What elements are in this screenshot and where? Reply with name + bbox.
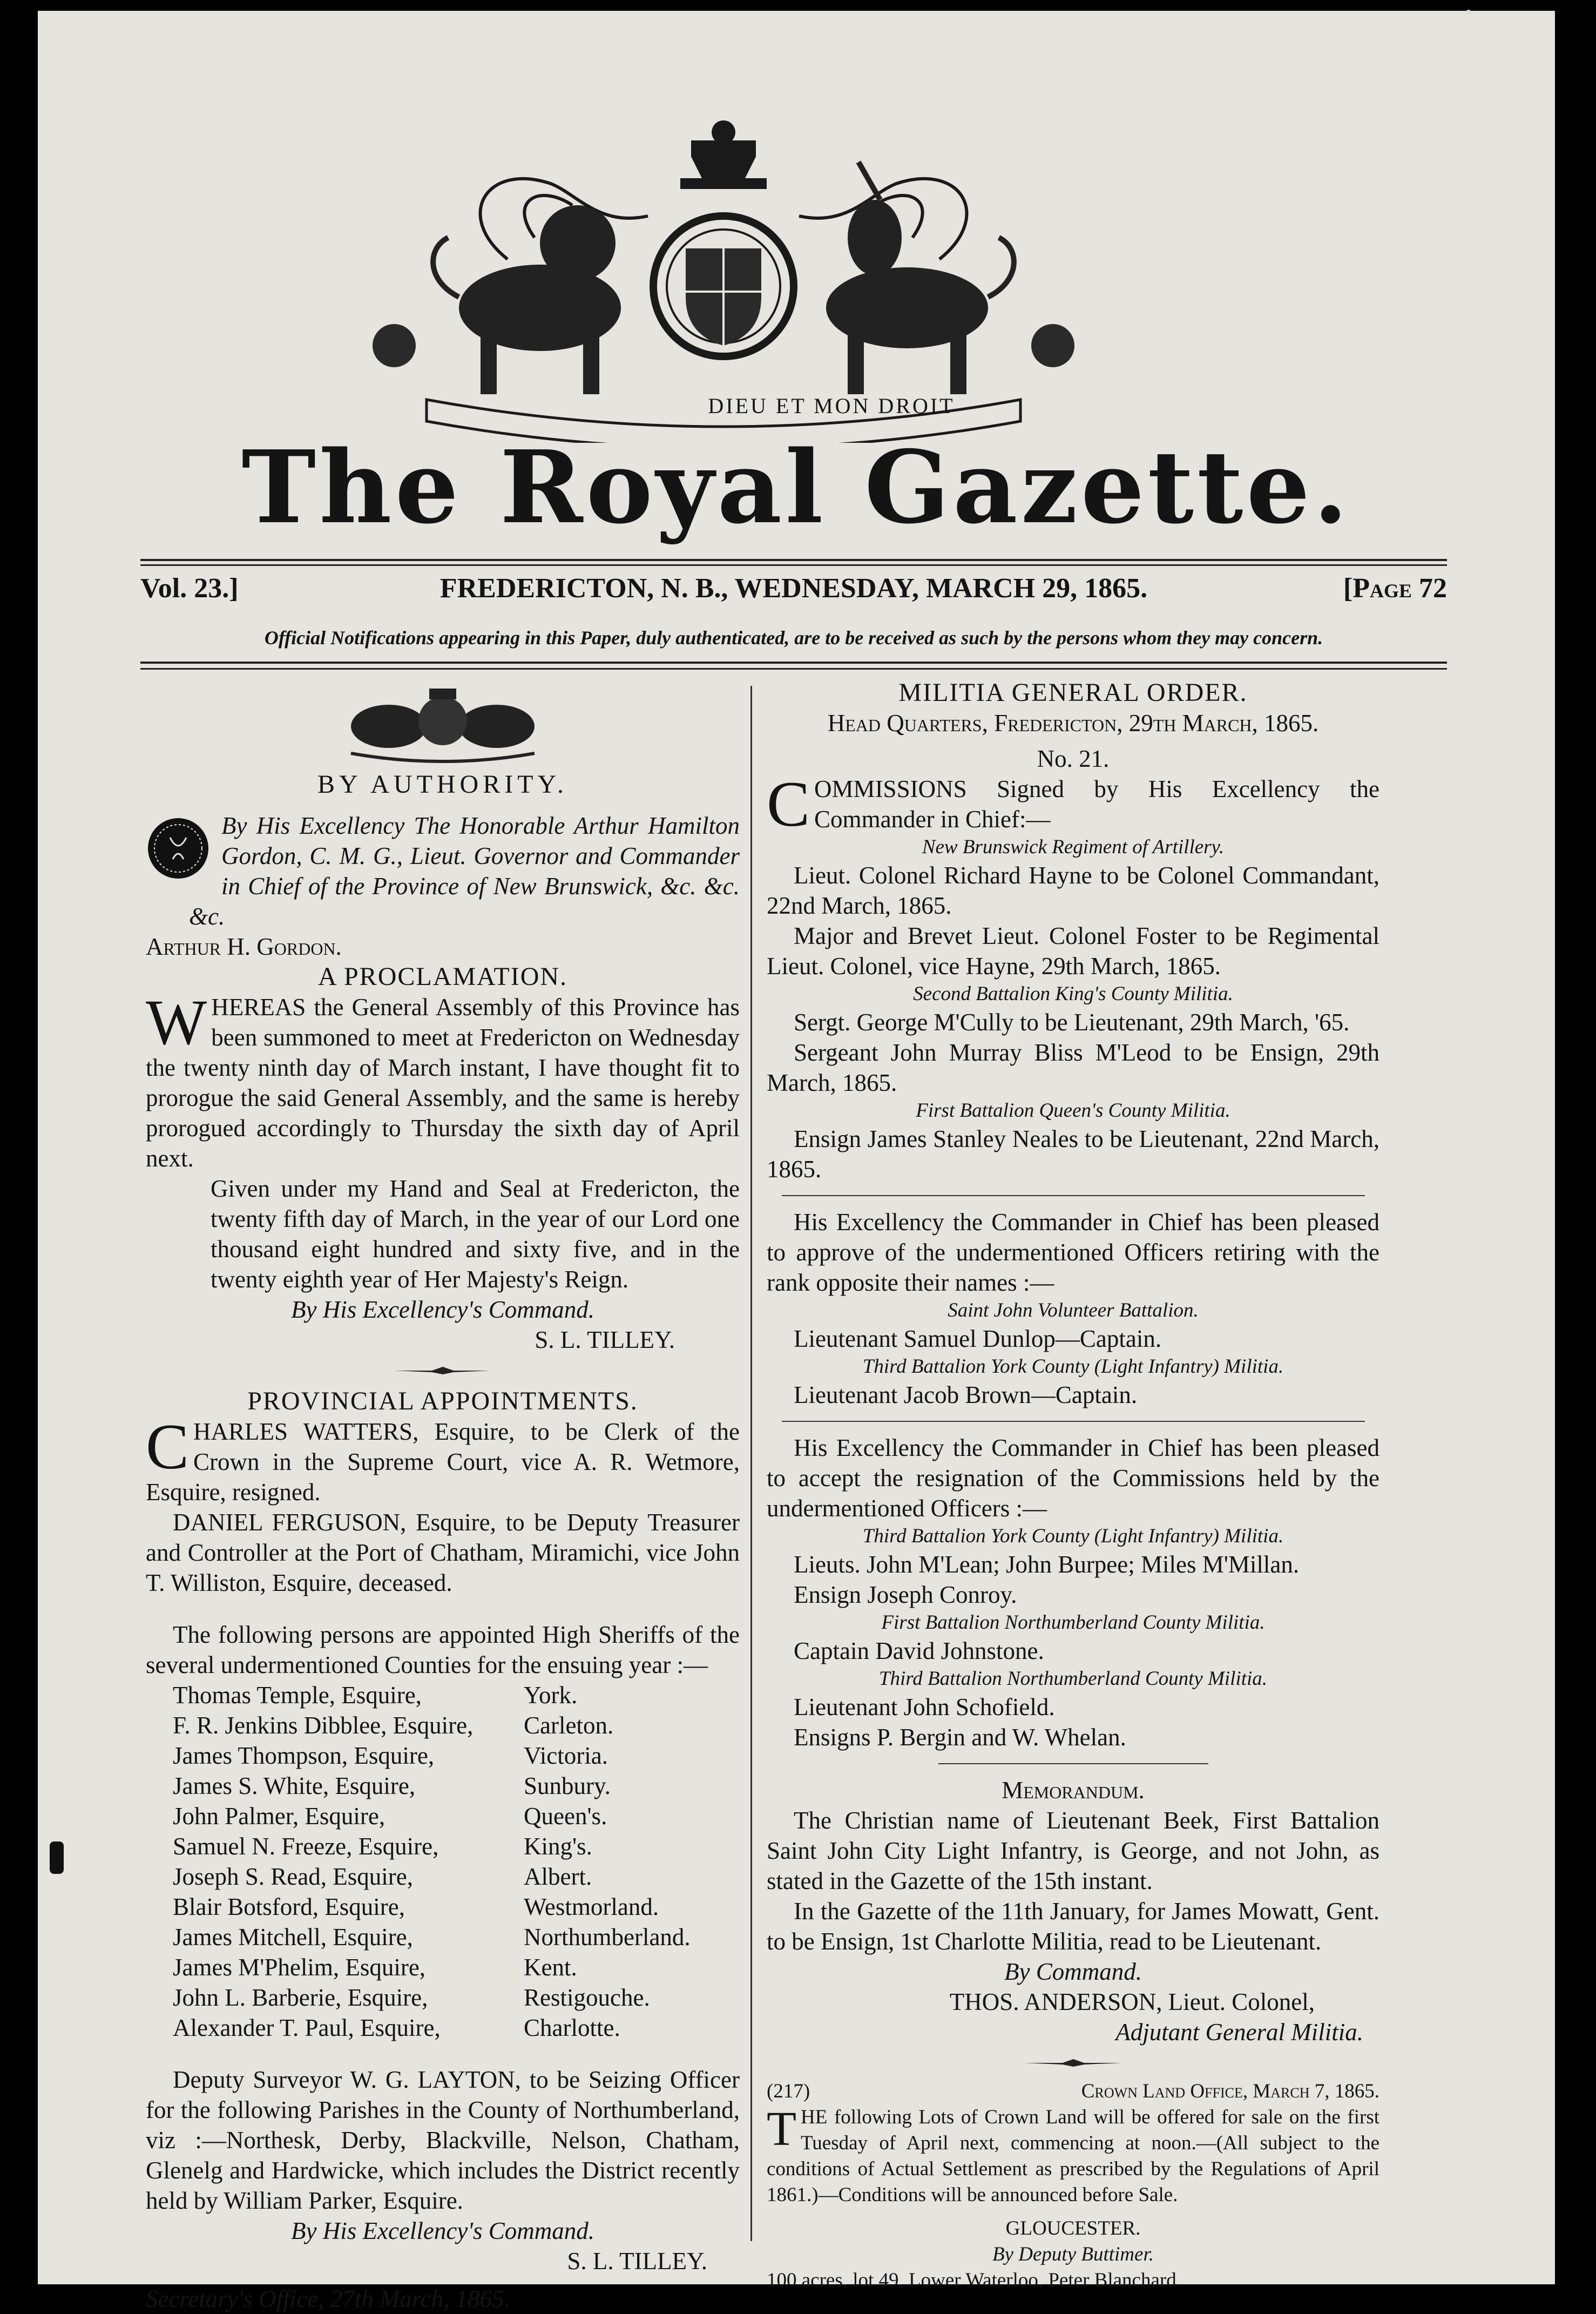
dateline — [140, 572, 1447, 621]
unit-heading: Third Battalion York County (Light Infantry) Militia. — [862, 1355, 1284, 1378]
memorandum-text: The Christian name of Lieutenant Beek, First Battalion Saint John City Light Infantry, is George, and not John, as stated in the Gazette of the 15th instant. — [767, 1807, 1379, 1894]
gazette-page — [38, 11, 1555, 2312]
order-number: No. 21. — [1037, 745, 1110, 772]
retirement-entry: Lieutenant Samuel Dunlop—Captain. — [794, 1325, 1162, 1352]
crest-motto: DIEU ET MON DROIT — [708, 394, 955, 418]
ornament-icon — [394, 1366, 491, 1375]
secretary-office: Secretary's Office, 27th March, 1865. — [146, 2285, 510, 2312]
right-column — [767, 678, 1379, 2293]
unit-heading: First Battalion Queen's County Militia. — [916, 1099, 1230, 1122]
list-item: James S. White, Esquire, Sunbury. — [173, 1772, 611, 1799]
governor-signature: Arthur H. Gordon. — [146, 933, 342, 960]
county-heading: GLOUCESTER. — [1005, 2217, 1141, 2239]
list-item: John Palmer, Esquire, Queen's. — [173, 1803, 607, 1830]
unit-heading: Second Battalion King's County Militia. — [913, 983, 1233, 1005]
seal-icon — [146, 816, 211, 881]
column-divider — [750, 686, 752, 2241]
appointment-ferguson: DANIEL FERGUSON, Esquire, to be Deputy Treasurer and Controller at the Port of Chatham, Miramichi, vice John T. Williston, Esquire, deceased. — [146, 1509, 740, 1596]
appointments-heading: PROVINCIAL APPOINTMENTS. — [247, 1387, 638, 1415]
tilley-signature: S. L. TILLEY. — [567, 2248, 707, 2275]
notice-reference: (217) — [767, 2080, 810, 2102]
commission-entry: Sergeant John Murray Bliss M'Leod to be Ensign, 29th March, 1865. — [767, 1039, 1379, 1096]
proclamation-heading: A PROCLAMATION. — [317, 962, 568, 991]
page-number: [Page 72 — [1343, 573, 1447, 604]
anderson-title: Adjutant General Militia. — [1115, 2019, 1363, 2046]
tilley-signature: S. L. TILLEY. — [535, 1326, 675, 1353]
resignation-intro: His Excellency the Commander in Chief has been pleased to accept the resignation of the Commissions held by the undermentioned Officers :— — [767, 1434, 1379, 1522]
given-under-hand: Given under my Hand and Seal at Fredericton, the twenty fifth day of March, in the year of our Lord one thousand eight hundred and sixty five, and in the twenty eighth year of Her Majesty's Reign. — [211, 1175, 740, 1293]
resignation-entry: Ensigns P. Bergin and W. Whelan. — [794, 1724, 1126, 1751]
ornament-icon — [1025, 2058, 1122, 2068]
list-item: Joseph S. Read, Esquire, Albert. — [173, 1863, 592, 1890]
small-crest-icon — [329, 689, 556, 764]
crown-land-notice: HE following Lots of Crown Land will be offered for sale on the first Tuesday of April next, commencing at noon.—(All subject to the conditions of Actual Settlement as prescribed by the Regulations of April 1861.)—Conditions will be announced before Sale. — [767, 2106, 1379, 2206]
drop-cap: W — [146, 986, 207, 1058]
resignation-entry: Captain David Johnstone. — [794, 1637, 1044, 1664]
left-column — [146, 689, 740, 2314]
unit-heading: New Brunswick Regiment of Artillery. — [922, 836, 1225, 858]
list-item: James Mitchell, Esquire, Northumberland. — [173, 1924, 691, 1951]
memorandum-text: In the Gazette of the 11th January, for James Mowatt, Gent. to be Ensign, 1st Charlotte Militia, read to be Lieutenant. — [767, 1898, 1379, 1955]
list-item: James M'Phelim, Esquire, Kent. — [173, 1954, 577, 1981]
issue-date: FREDERICTON, N. B., WEDNESDAY, MARCH 29, 1865. — [439, 573, 1148, 604]
list-item: Samuel N. Freeze, Esquire, King's. — [173, 1833, 592, 1860]
crown-land-office: Crown Land Office, March 7, 1865. — [1081, 2080, 1379, 2102]
excellency-command: By His Excellency's Command. — [291, 1296, 594, 1323]
commission-entry: Ensign James Stanley Neales to be Lieutenant, 22nd March, 1865. — [767, 1125, 1379, 1183]
drop-cap: C — [767, 768, 810, 840]
unit-heading: Saint John Volunteer Battalion. — [948, 1299, 1199, 1321]
proclamation-preamble: By His Excellency The Honorable Arthur Hamilton Gordon, C. M. G., Lieut. Governor and Commander in Chief of the Province of New Brunswick, &c. &c. &c. — [189, 812, 740, 930]
commission-entry: Lieut. Colonel Richard Hayne to be Colonel Commandant, 22nd March, 1865. — [767, 862, 1379, 919]
volume-number: Vol. 23.] — [140, 573, 239, 604]
resignation-entry: Lieuts. John M'Lean; John Burpee; Miles M'Millan. — [794, 1551, 1300, 1578]
headquarters-line: Head Quarters, Fredericton, 29th March, 1865. — [827, 710, 1319, 737]
drop-cap: T — [767, 2102, 796, 2156]
list-item: John L. Barberie, Esquire, Restigouche. — [173, 1984, 650, 2011]
drop-cap: C — [146, 1411, 190, 1482]
unit-heading: Third Battalion York County (Light Infantry) Militia. — [862, 1525, 1284, 1547]
excellency-command: By His Excellency's Command. — [291, 2217, 594, 2244]
sheriffs-intro: The following persons are appointed High Sheriffs of the several undermentioned Counties for the ensuing year :— — [146, 1621, 740, 1678]
resignation-entry: Ensign Joseph Conroy. — [794, 1581, 1017, 1608]
anderson-signature: THOS. ANDERSON, Lieut. Colonel, — [949, 1988, 1315, 2015]
sheriffs-list — [173, 1680, 740, 2043]
land-lot-entry: 100 acres, lot 49, Lower Waterloo, Peter Blanchard. — [767, 2269, 1181, 2291]
deputy-line: By Deputy Buttimer. — [992, 2243, 1154, 2265]
retirement-intro: His Excellency the Commander in Chief has been pleased to approve of the undermentioned Officers retiring with the rank opposite their names :— — [767, 1209, 1379, 1296]
unit-heading: Third Battalion Northumberland County Militia. — [878, 1668, 1268, 1690]
newspaper-title: The Royal Gazette. — [241, 428, 1351, 546]
list-item: Blair Botsford, Esquire, Westmorland. — [173, 1893, 659, 1920]
list-item: F. R. Jenkins Dibblee, Esquire, Carleton. — [173, 1712, 614, 1739]
commission-entry: Sergt. George M'Cully to be Lieutenant, 29th March, '65. — [794, 1009, 1350, 1036]
resignation-entry: Lieutenant John Schofield. — [794, 1694, 1055, 1721]
commissions-intro: OMMISSIONS Signed by His Excellency the Commander in Chief:— — [814, 775, 1379, 833]
appointment-watters: HARLES WATTERS, Esquire, to be Clerk of the Crown in the Supreme Court, vice A. R. Wetmore, Esquire, resigned. — [146, 1418, 740, 1506]
retirement-entry: Lieutenant Jacob Brown—Captain. — [794, 1381, 1138, 1408]
militia-heading: MILITIA GENERAL ORDER. — [898, 678, 1248, 707]
list-item: James Thompson, Esquire, Victoria. — [173, 1742, 608, 1769]
by-command: By Command. — [1004, 1958, 1142, 1985]
official-notice: Official Notifications appearing in this Paper, duly authenticated, are to be received as such by the persons whom they may concern. — [264, 627, 1323, 649]
list-item: Thomas Temple, Esquire, York. — [173, 1682, 578, 1709]
list-item: Alexander T. Paul, Esquire, Charlotte. — [173, 2014, 620, 2041]
commission-entry: Major and Brevet Lieut. Colonel Foster to be Regimental Lieut. Colonel, vice Hayne, 29th March, 1865. — [767, 922, 1379, 980]
memorandum-heading: Memorandum. — [1002, 1777, 1145, 1804]
unit-heading: First Battalion Northumberland County Militia. — [881, 1611, 1265, 1634]
by-authority-heading: BY AUTHORITY. — [317, 770, 569, 799]
proclamation-body: HEREAS the General Assembly of this Province has been summoned to meet at Fredericton on Wednesday the twenty ninth day of March instant, I have thought fit to prorogue the said General Assembly, and the same is hereby prorogued accordingly to Thursday the sixth day of April next. — [146, 994, 740, 1172]
layton-appointment: Deputy Surveyor W. G. LAYTON, to be Seizing Officer for the following Parishes in the County of Northumberland, viz :—Northesk, Derby, Blackville, Nelson, Chatham, Glenelg and Hardwicke, which includes the District recently held by William Parker, Esquire. — [146, 2066, 740, 2214]
